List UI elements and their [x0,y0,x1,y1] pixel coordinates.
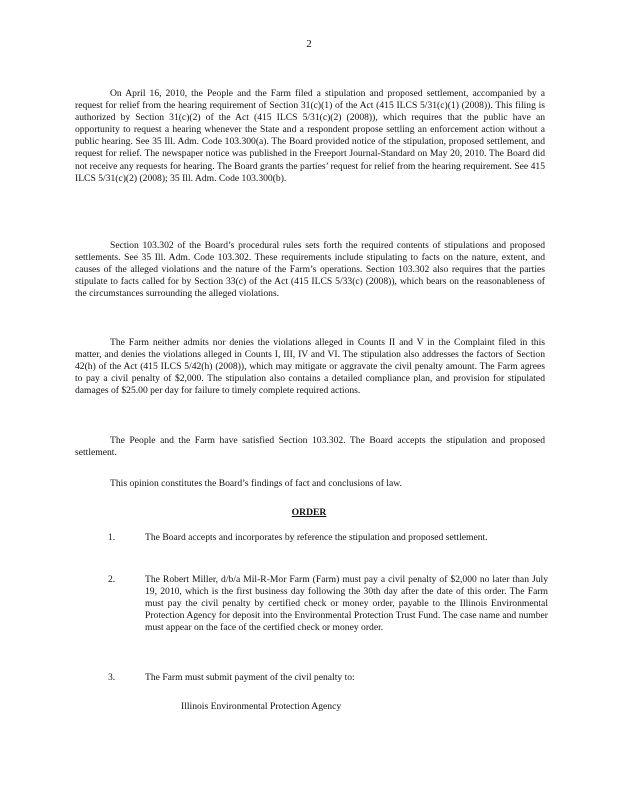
order-item-text: The Farm must submit payment of the civil penalty to: [145,672,355,683]
order-item-number: 3. [108,672,116,683]
payee-agency: Illinois Environmental Protection Agency [181,701,342,712]
order-item-text: The Board accepts and incorporates by reference the stipulation and proposed settlement. [145,532,488,543]
paragraph-satisfied: The People and the Farm have satisfied Section 103.302. The Board accepts the stipulation and proposed settlement. [75,435,545,459]
paragraph-hearing-relief: On April 16, 2010, the People and the Farm filed a stipulation and proposed settlement, accompanied by a request for relief from the hearing requirement of Section 31(c)(1) of the Act (415 ILCS 5/31(c)(1) (2008)). This filing is authorized by Section 31(c)(2) of the Act (415 ILCS 5/31(c)(2) (2008)), which requires that the public have an opportunity to request a hearing whenever the State and a respondent propose settling an enforcement action without a public hearing. See 35 Ill. Adm. Code 103.300(a). The Board provided notice of the stipulation, proposed settlement, and request for relief. The newspaper notice was published in the Freeport Journal-Standard on May 20, 2010. The Board did not receive any requests for hearing. The Board grants the parties’ request for relief from the hearing requirement. See 415 ILCS 5/31(c)(2) (2008); 35 Ill. Adm. Code 103.300(b). [75,88,545,184]
order-item-text: The Robert Miller, d/b/a Mil-R-Mor Farm (Farm) must pay a civil penalty of $2,000 no later than July 19, 2010, which is the first business day following the 30th day after the date of this order. The Farm must pay the civil penalty by certified check or money order, payable to the Illinois Environmental Protection Agency for deposit into the Environmental Protection Trust Fund. The case name and number must appear on the face of the certified check or money order. [145,574,548,634]
order-item-number: 1. [108,532,116,543]
paragraph-section-103-302: Section 103.302 of the Board’s procedural rules sets forth the required contents of stipulations and proposed settlements. See 35 Ill. Adm. Code 103.302. These requirements include stipulating to facts on the nature, extent, and causes of the alleged violations and the nature of the Farm’s operations. Section 103.302 also requires that the parties stipulate to facts called for by Section 33(c) of the Act (415 ILCS 5/33(c) (2008)), which bears on the reasonableness of the circumstances surrounding the alleged violations. [75,240,545,300]
paragraph-farm-violations: The Farm neither admits nor denies the violations alleged in Counts II and V in the Complaint filed in this matter, and denies the violations alleged in Counts I, III, IV and VI. The stipulation also addresses the factors of Section 42(h) of the Act (415 ILCS 5/42(h) (2008)), which may mitigate or aggravate the civil penalty amount. The Farm agrees to pay a civil penalty of $2,000. The stipulation also contains a detailed compliance plan, and provision for stipulated damages of $25.00 per day for failure to timely complete required actions. [75,337,545,397]
paragraph-findings: This opinion constitutes the Board’s findings of fact and conclusions of law. [110,478,402,489]
order-item-number: 2. [108,574,116,585]
page-number: 2 [306,38,312,50]
order-heading: ORDER [291,507,327,518]
